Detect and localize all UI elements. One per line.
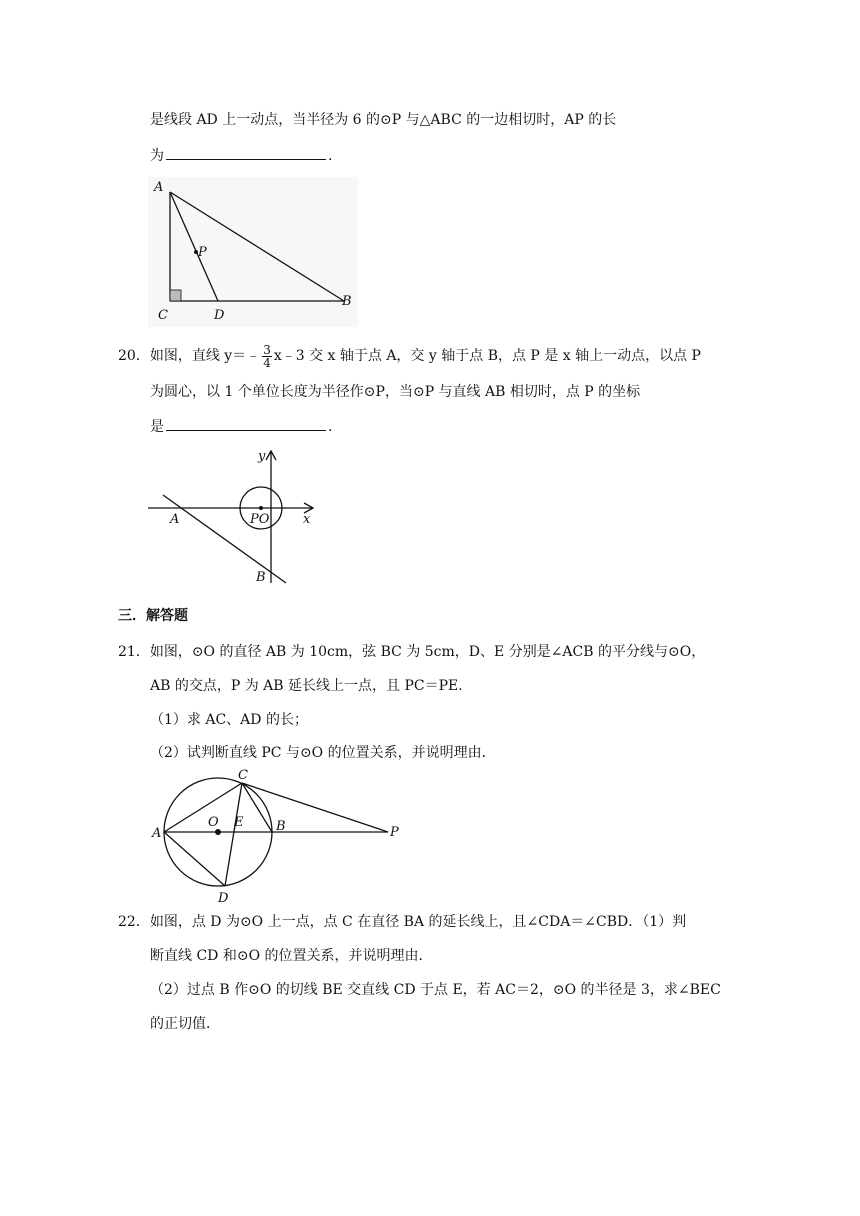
label-B20: B <box>256 570 266 585</box>
q20-number: 20． <box>118 348 150 364</box>
q21-line1 <box>118 642 705 662</box>
q19-line2 <box>150 145 332 166</box>
label-E21: E <box>234 815 244 830</box>
answer-blank-20[interactable] <box>166 416 326 431</box>
q20-line1 <box>118 342 701 370</box>
label-D: D <box>214 308 225 323</box>
q21-sub1: （1）求 AC、AD 的长； <box>150 712 308 728</box>
figure-21-circle <box>148 766 408 906</box>
fraction-three-quarters: $\frac{3}{4}$ <box>263 342 271 370</box>
label-C21: C <box>238 768 248 783</box>
axis-y-label: y <box>258 449 266 464</box>
q22-line4: 的正切值． <box>150 1016 220 1032</box>
q19-line1: 是线段 AD 上一动点，当半径为 6 的⊙P 与△ABC 的一边相切时，AP 的长 <box>150 112 617 128</box>
answer-blank-19[interactable] <box>166 145 326 160</box>
label-P: P <box>198 245 207 260</box>
axis-x-label: x <box>303 512 311 527</box>
q22-line3: （2）过点 B 作⊙O 的切线 BE 交直线 CD 于点 E，若 AC＝2，⊙O 的半径是 3，求∠BEC <box>150 982 721 998</box>
q20-line3-pre: 是 <box>150 419 164 435</box>
q20-line3 <box>150 416 332 437</box>
q20-text-b: x﹣3 交 x 轴于点 A，交 y 轴于点 B，点 P 是 x 轴上一动点，以点 P <box>273 348 701 364</box>
q19-line2-pre: 为 <box>150 148 164 164</box>
q20-line2: 为圆心，以 1 个单位长度为半径作⊙P，当⊙P 与直线 AB 相切时，点 P 的坐标 <box>150 384 641 400</box>
label-D21: D <box>218 891 229 906</box>
label-O21: O <box>208 815 219 830</box>
q22-line2: 断直线 CD 和⊙O 的位置关系，并说明理由． <box>150 948 433 964</box>
q21-line2: AB 的交点，P 为 AB 延长线上一点，且 PC＝PE． <box>150 678 473 694</box>
q21-number: 21． <box>118 644 150 660</box>
q21-text1: 如图，⊙O 的直径 AB 为 10cm，弦 BC 为 5cm，D、E 分别是∠ACB 的平分线与⊙O， <box>149 644 706 660</box>
figure-19-triangle <box>148 177 358 327</box>
label-A21: A <box>152 826 162 841</box>
section-title: 三．解答题 <box>118 608 188 624</box>
label-P21: P <box>390 825 399 840</box>
label-A20: A <box>170 512 180 527</box>
q22-text1: 如图，点 D 为⊙O 上一点，点 C 在直径 BA 的延长线上，且∠CDA＝∠CBD．（1）判 <box>149 914 687 930</box>
label-B21: B <box>276 819 286 834</box>
q20-line3-post: . <box>328 419 333 435</box>
q22-line1 <box>118 912 686 932</box>
q20-text-a: 如图，直线 y＝﹣ <box>149 348 261 364</box>
label-C: C <box>158 308 168 323</box>
q19-line2-post: . <box>328 148 333 164</box>
figure-20-coordinate <box>148 448 318 588</box>
label-A: A <box>154 180 164 195</box>
q22-number: 22． <box>118 914 150 930</box>
label-PO: PO <box>250 512 270 527</box>
label-B: B <box>342 294 352 309</box>
q21-sub2: （2）试判断直线 PC 与⊙O 的位置关系，并说明理由． <box>150 745 496 761</box>
